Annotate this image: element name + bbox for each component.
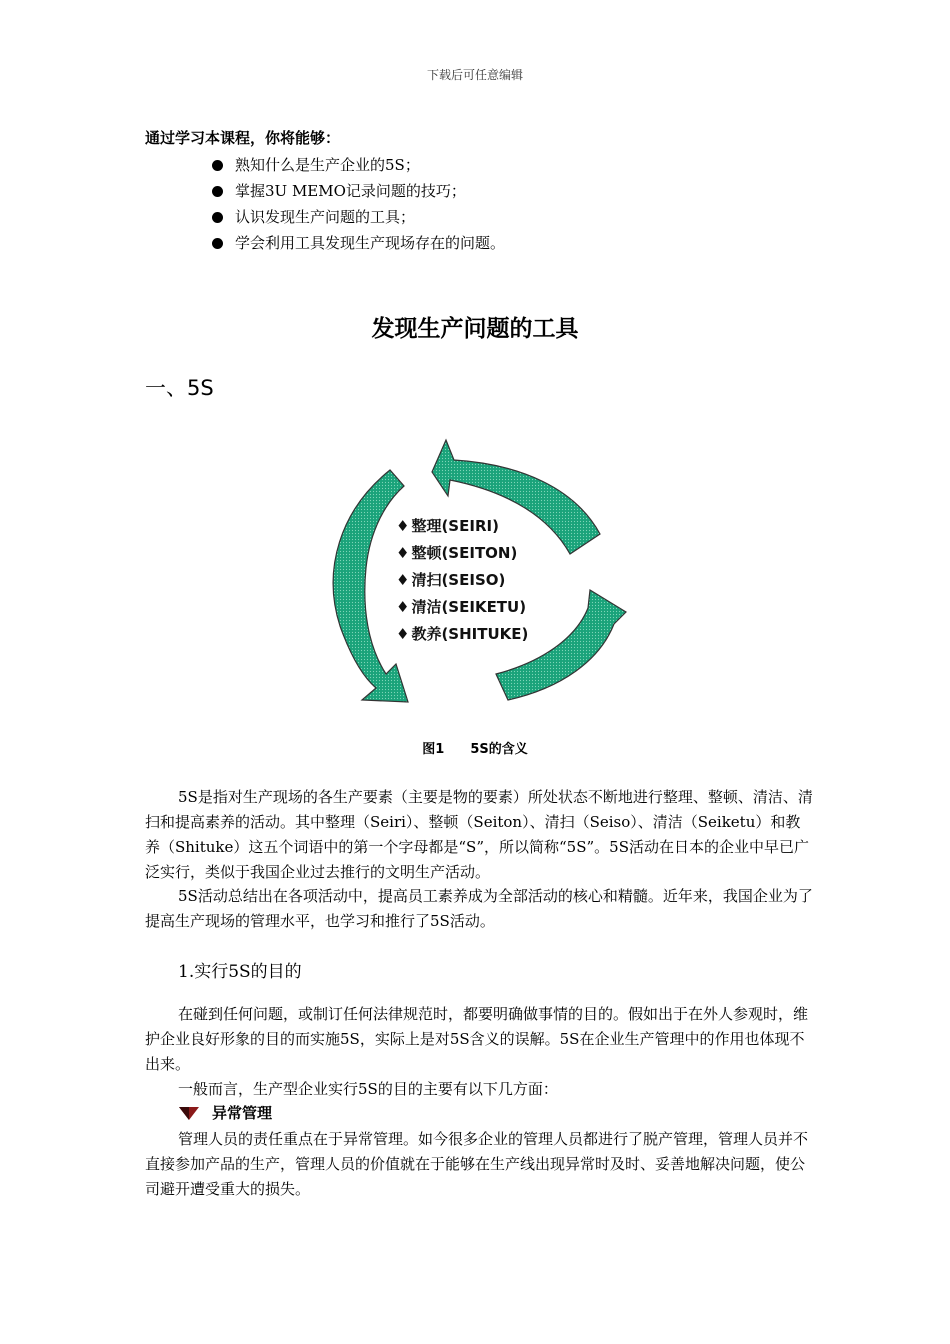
arrow-bullet-icon: [178, 1105, 200, 1121]
cycle-arrow-top: [432, 440, 600, 554]
bullet-icon: [212, 238, 223, 249]
paragraph: 管理人员的责任重点在于异常管理。如今很多企业的管理人员都进行了脱产管理，管理人员并不直接参加产品的生产，管理人员的价值就在于能够在生产线出现异常时及时、妥善地解决问题，使公司避开遭受重大的损失。: [145, 1130, 809, 1198]
figure-label: 图1: [422, 742, 445, 757]
subsection-heading: 1.实行5S的目的: [178, 962, 302, 982]
intro-lead: 通过学习本课程，你将能够：: [145, 129, 341, 147]
list-item: [212, 178, 505, 204]
goal-text: 掌握3U MEMO记录问题的技巧；: [235, 182, 466, 200]
goal-text: 学会利用工具发现生产现场存在的问题。: [235, 234, 506, 252]
diagram-label-3: ♦ 清扫(SEISO): [396, 571, 506, 589]
bullet-icon: [212, 160, 223, 171]
paragraph: 5S是指对生产现场的各生产要素（主要是物的要素）所处状态不断地进行整理、整顿、清洁、清扫和提高素养的活动。其中整理（Seiri）、整顿（Seiton）、清扫（Seiso）、清洁（Seiketu）和教养（Shituke）这五个词语中的第一个字母都是“S”，所以简称“5S”。5S活动在日本的企业中早已广泛实行，类似于我国企业过去推行的文明生产活动。: [145, 788, 813, 881]
document-title: 发现生产问题的工具: [371, 316, 579, 342]
page-header: 下载后可任意编辑: [426, 68, 523, 82]
list-item: [212, 230, 505, 256]
abnormal-heading-text: 异常管理: [212, 1104, 273, 1122]
figure-caption-text: 5S的含义: [470, 742, 528, 757]
diamond-icon: ♦: [396, 598, 410, 616]
diagram-label-2: ♦ 整顿(SEITON): [396, 544, 518, 562]
figure-caption: [0, 738, 950, 757]
goals-list: [212, 152, 505, 256]
diagram-label-1: ♦ 整理(SEIRI): [396, 517, 499, 535]
diagram-label-5: ♦ 教养(SHITUKE): [396, 625, 529, 643]
list-item: [212, 152, 505, 178]
diamond-icon: ♦: [396, 544, 410, 562]
abnormal-management-heading: [178, 1102, 272, 1123]
diamond-icon: ♦: [396, 571, 410, 589]
section-heading: 一、5S: [145, 376, 214, 400]
goal-text: 熟知什么是生产企业的5S；: [235, 156, 420, 174]
paragraph: 在碰到任何问题，或制订任何法律规范时，都要明确做事情的目的。假如出于在外人参观时，维护企业良好形象的目的而实施5S，实际上是对5S含义的误解。5S在企业生产管理中的作用也体现不出来。: [145, 1005, 809, 1073]
paragraph: 一般而言，生产型企业实行5S的目的主要有以下几方面：: [178, 1080, 558, 1098]
list-item: [212, 204, 505, 230]
goal-text: 认识发现生产问题的工具；: [235, 208, 416, 226]
bullet-icon: [212, 212, 223, 223]
diagram-label-4: ♦ 清洁(SEIKETU): [396, 598, 527, 616]
paragraph: 5S活动总结出在各项活动中，提高员工素养成为全部活动的核心和精髓。近年来，我国企业为了提高生产现场的管理水平，也学习和推行了5S活动。: [145, 887, 813, 930]
5s-cycle-diagram: [300, 430, 640, 720]
diamond-icon: ♦: [396, 625, 410, 643]
bullet-icon: [212, 186, 223, 197]
diamond-icon: ♦: [396, 517, 410, 535]
